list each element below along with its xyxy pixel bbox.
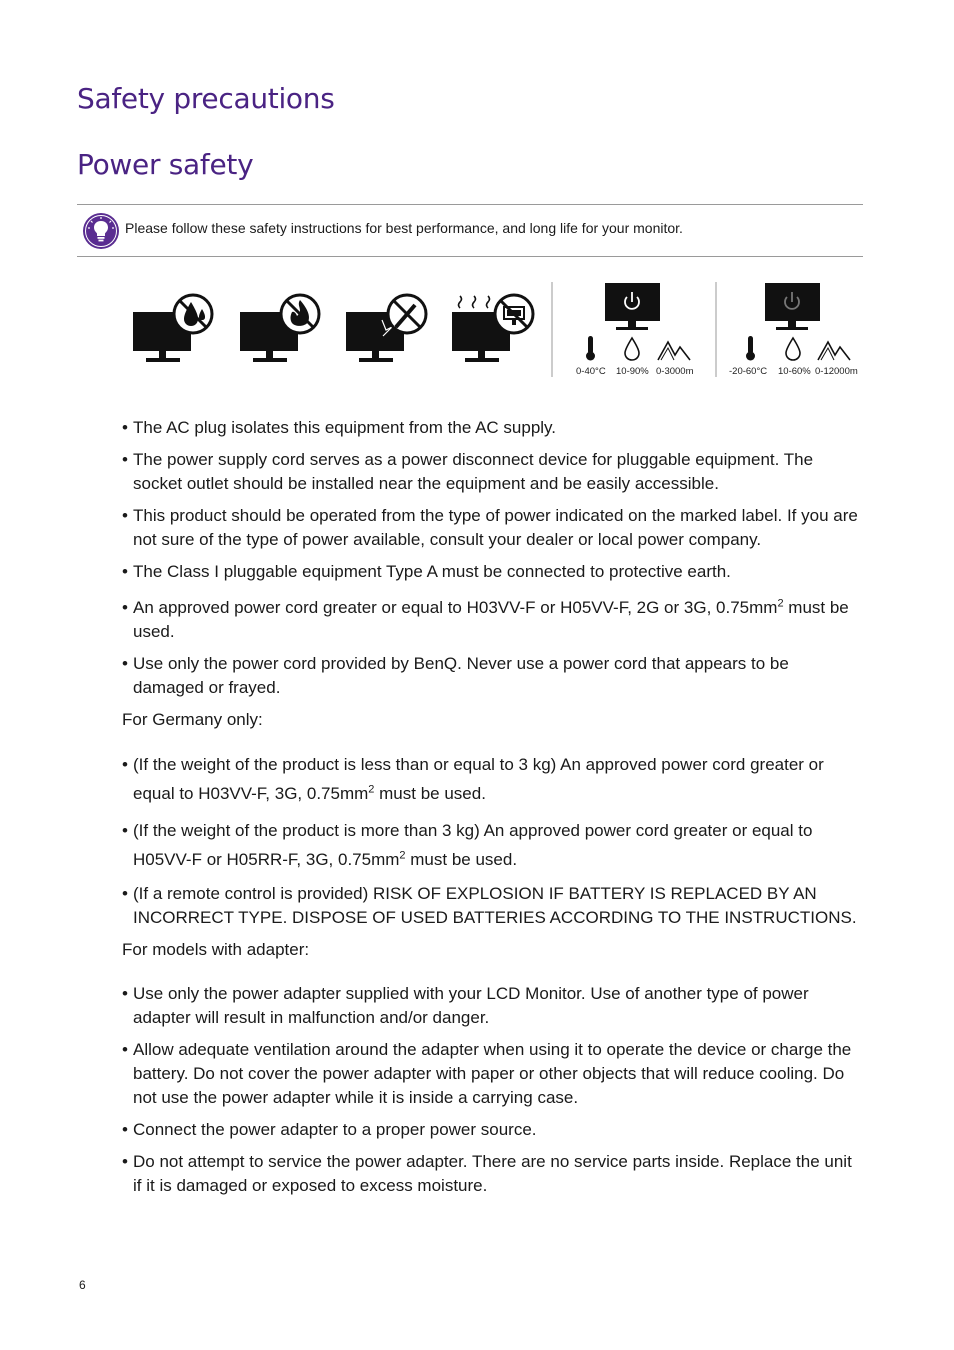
operating-altitude: 0-3000m bbox=[656, 366, 694, 377]
safety-pictograms bbox=[0, 0, 954, 400]
section-title: Safety precautions bbox=[77, 82, 335, 115]
humidity-icon bbox=[625, 338, 639, 360]
operating-conditions bbox=[586, 283, 690, 361]
tip-box bbox=[77, 204, 863, 257]
subsection-title: Power safety bbox=[77, 148, 254, 181]
thermometer-icon bbox=[586, 336, 595, 361]
list-item: • Use only the power adapter supplied with your LCD Monitor. Use of another type of power adapter will result in malfunction and/or danger. bbox=[122, 984, 809, 1027]
thermometer-icon bbox=[746, 336, 755, 361]
page-number: 6 bbox=[79, 1278, 86, 1292]
list-item: • (If the weight of the product is more than 3 kg) An approved power cord greater or equal to H05VV-F or H05RR-F, 3G, $0.75mm^2$ must be used. bbox=[122, 821, 813, 869]
storage-temperature: -20-60°C bbox=[729, 366, 768, 377]
list-item: • Connect the power adapter to a proper power source. bbox=[122, 1120, 537, 1139]
list-item: • Do not attempt to service the power adapter. There are no service parts inside. Replace the unit if it is damaged or exposed to excess moisture. bbox=[122, 1152, 852, 1195]
storage-altitude: 0-12000m bbox=[815, 366, 858, 377]
no-disassembly-icon bbox=[346, 295, 426, 362]
lightbulb-icon bbox=[82, 212, 120, 250]
list-item: • (If a remote control is provided) RISK OF EXPLOSION IF BATTERY IS REPLACED BY AN INCORRECT TYPE. DISPOSE OF USED BATTERIES ACCORDING TO THE INSTRUCTIONS. bbox=[122, 884, 857, 927]
list-item: • The AC plug isolates this equipment from the AC supply. bbox=[122, 418, 557, 437]
germany-heading: For Germany only: bbox=[122, 710, 263, 729]
safety-content bbox=[122, 416, 864, 1206]
list-item: • The Class I pluggable equipment Type A must be connected to protective earth. bbox=[122, 562, 731, 581]
operating-temperature: 0-40°C bbox=[576, 366, 606, 377]
list-item: • This product should be operated from the type of power indicated on the marked label. If you are not sure of the type of power available, consult your dealer or local power company. bbox=[122, 506, 858, 549]
no-heat-icon bbox=[452, 295, 533, 362]
humidity-icon bbox=[786, 338, 800, 360]
tip-text: Please follow these safety instructions for best performance, and long life for your monitor. bbox=[125, 220, 683, 236]
altitude-icon bbox=[658, 342, 690, 360]
list-item: • An approved power cord greater or equal to H03VV-F or H05VV-F, 2G or 3G, $0.75mm^2$ must be used. bbox=[122, 597, 849, 641]
list-item: • (If the weight of the product is less than or equal to 3 kg) An approved power cord greater or equal to H03VV-F, 3G, $0.75mm^2$ must be used. bbox=[122, 755, 824, 803]
storage-conditions bbox=[746, 283, 850, 361]
no-fire-icon bbox=[240, 295, 319, 362]
altitude-icon bbox=[818, 342, 850, 360]
operating-humidity: 10-90% bbox=[616, 366, 649, 377]
adapter-heading: For models with adapter: bbox=[122, 940, 310, 959]
storage-humidity: 10-60% bbox=[778, 366, 811, 377]
list-item: • Allow adequate ventilation around the adapter when using it to operate the device or charge the battery. Do not cover the power adapter with paper or other objects that will reduce cooling. Do not use the power adapter while it is inside a carrying case. bbox=[122, 1040, 852, 1107]
no-liquid-icon bbox=[133, 295, 212, 362]
list-item: • The power supply cord serves as a power disconnect device for pluggable equipment. The socket outlet should be installed near the equipment and be easily accessible. bbox=[122, 450, 814, 493]
list-item: • Use only the power cord provided by BenQ. Never use a power cord that appears to be damaged or frayed. bbox=[122, 654, 789, 697]
